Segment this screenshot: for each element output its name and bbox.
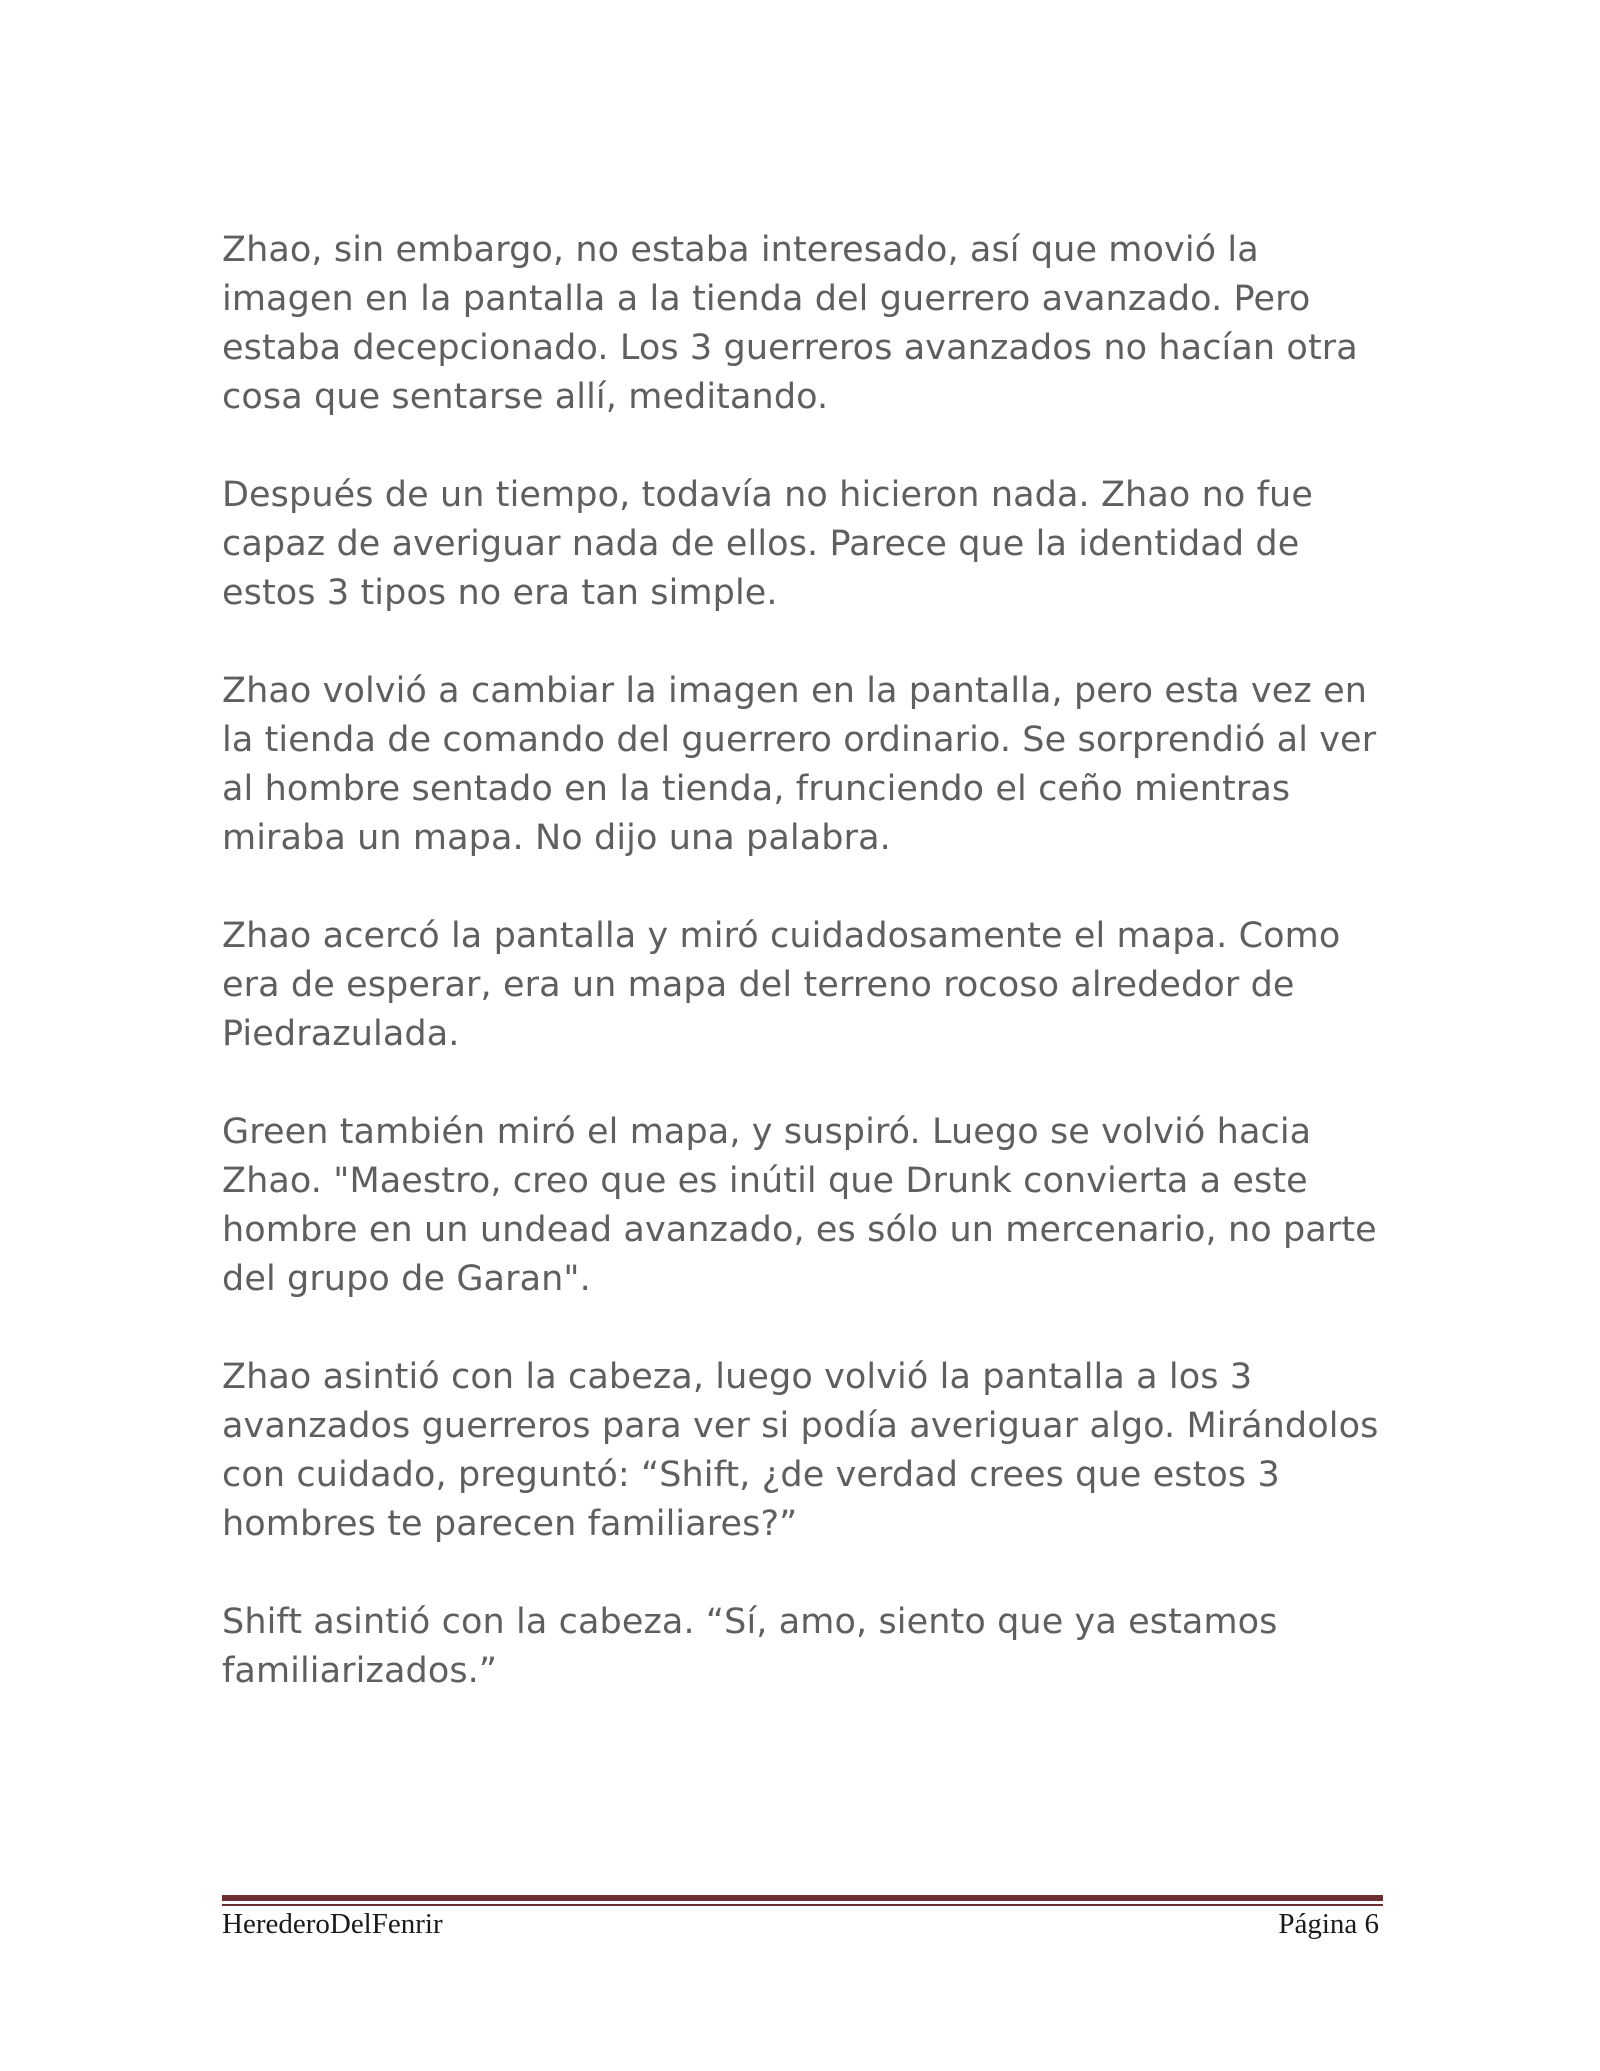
footer-divider-thick — [222, 1895, 1383, 1901]
footer-divider-thin — [222, 1904, 1383, 1906]
footer-divider — [222, 1895, 1383, 1907]
paragraph-3: Zhao volvió a cambiar la imagen en la pantalla, pero esta vez en la tienda de comando del guerrero ordinario. Se sorprendió al ver al hombre sentado en la tienda, frunciendo el ceño mientras miraba un mapa. No dijo una palabra. — [222, 671, 1377, 858]
paragraph-7: Shift asintió con la cabeza. “Sí, amo, siento que ya estamos familiarizados.” — [222, 1602, 1278, 1691]
footer-author: HerederoDelFenrir — [222, 1908, 443, 1940]
footer-page-number: Página 6 — [1278, 1908, 1379, 1940]
paragraph-5: Green también miró el mapa, y suspiró. Luego se volvió hacia Zhao. "Maestro, creo que es inútil que Drunk convierta a este hombre en un undead avanzado, es sólo un mercenario, no parte del grupo de Garan". — [222, 1112, 1377, 1299]
page-footer — [222, 1908, 1383, 1948]
paragraph-2: Después de un tiempo, todavía no hicieron nada. Zhao no fue capaz de averiguar nada de ellos. Parece que la identidad de estos 3 tipos no era tan simple. — [222, 475, 1313, 613]
paragraph-6: Zhao asintió con la cabeza, luego volvió la pantalla a los 3 avanzados guerreros para ver si podía averiguar algo. Mirándolos con cuidado, preguntó: “Shift, ¿de verdad crees que estos 3 hombres te parecen familiares?” — [222, 1357, 1379, 1544]
body-text — [222, 226, 1382, 1745]
paragraph-1: Zhao, sin embargo, no estaba interesado, así que movió la imagen en la pantalla a la tienda del guerrero avanzado. Pero estaba decepcionado. Los 3 guerreros avanzados no hacían otra cosa que sentarse allí, meditando. — [222, 230, 1358, 417]
paragraph-4: Zhao acercó la pantalla y miró cuidadosamente el mapa. Como era de esperar, era un mapa del terreno rocoso alrededor de Piedrazulada. — [222, 916, 1341, 1054]
